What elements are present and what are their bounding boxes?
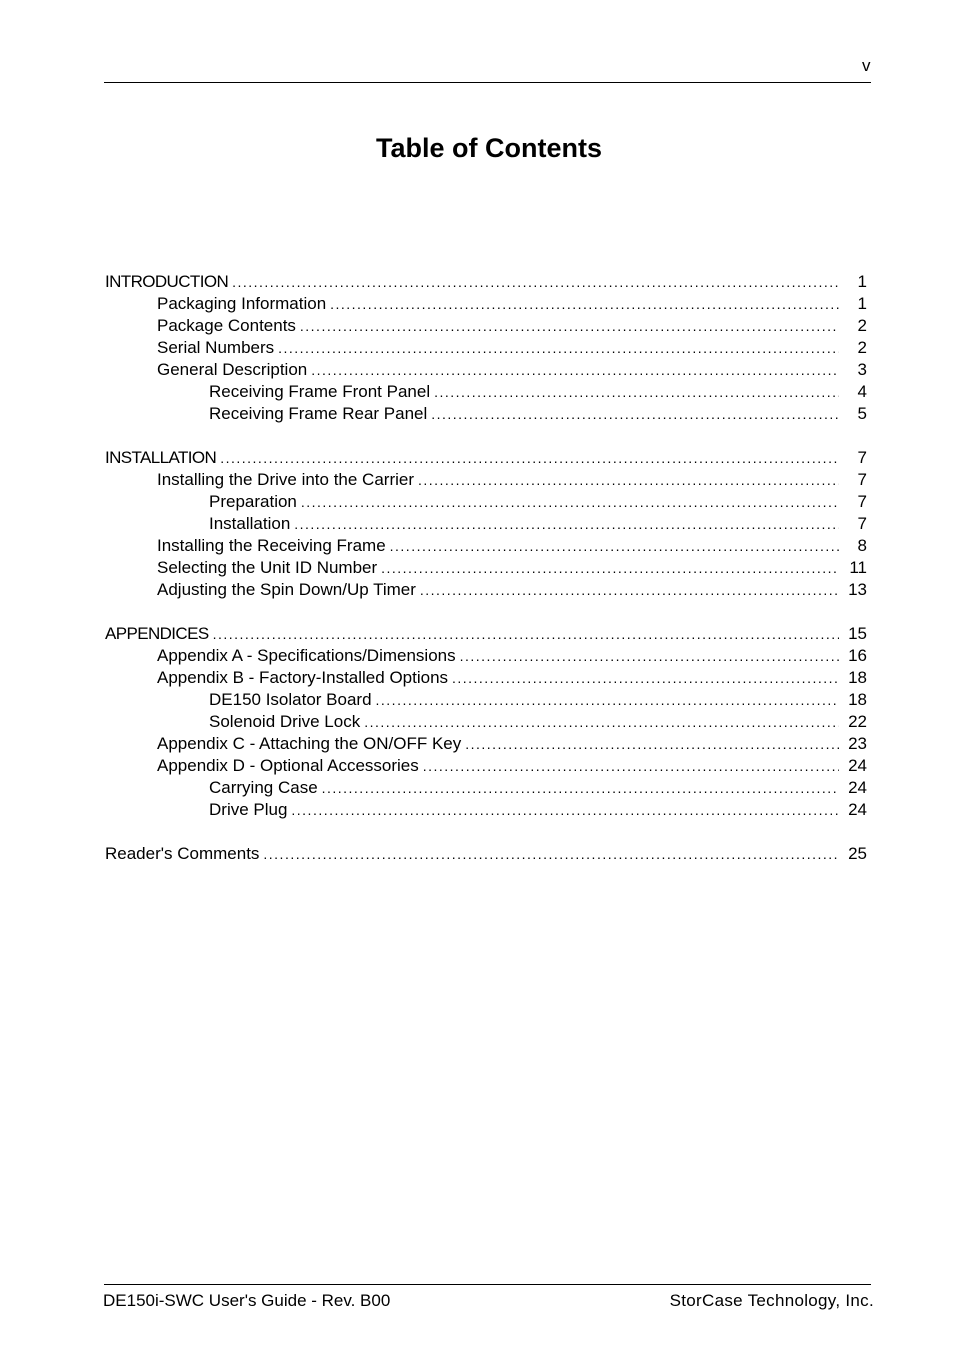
toc-dot-leader [278,337,839,359]
toc-entry[interactable] [105,755,867,777]
toc-entry-label: Appendix D - Optional Accessories [157,756,419,775]
table-of-contents [105,271,867,865]
toc-entry-page: 18 [848,668,867,687]
toc-entry-label: Appendix B - Factory-Installed Options [157,668,449,687]
toc-entry-label: Drive Plug [209,800,288,819]
toc-entry-page: 2 [857,316,867,335]
toc-entry-page: 4 [857,382,867,401]
toc-entry[interactable] [105,381,867,403]
toc-entry-label: Appendix A - Specifications/Dimensions [157,646,456,665]
toc-entry-label: Preparation [209,492,297,511]
toc-entry-page: 23 [848,734,867,753]
toc-dot-leader [291,799,839,821]
toc-dot-leader [434,381,839,403]
toc-entry-label: APPENDICES [105,624,209,643]
toc-entry-page: 22 [848,712,867,731]
toc-dot-leader [322,777,839,799]
toc-entry-page: 15 [848,624,867,643]
toc-entry[interactable] [105,447,867,469]
toc-dot-leader [263,843,839,865]
toc-dot-leader [423,755,839,777]
toc-entry-label: Solenoid Drive Lock [209,712,361,731]
toc-entry-label: Installation [209,514,291,533]
toc-entry-label: INSTALLATION [105,448,217,467]
toc-entry[interactable] [105,469,867,491]
toc-entry[interactable] [105,491,867,513]
toc-entry[interactable] [105,535,867,557]
toc-entry-page: 24 [848,778,867,797]
toc-dot-leader [213,623,839,645]
toc-dot-leader [460,645,839,667]
toc-entry[interactable] [105,623,867,645]
toc-entry-page: 5 [857,404,867,423]
toc-entry-page: 3 [857,360,867,379]
toc-entry-label: INTRODUCTION [105,272,229,291]
header-rule [104,82,871,83]
toc-dot-leader [381,557,839,579]
toc-entry[interactable] [105,513,867,535]
toc-entry-label: DE150 Isolator Board [209,690,372,709]
toc-entry-label: Receiving Frame Rear Panel [209,404,428,423]
toc-dot-leader [300,315,839,337]
toc-entry[interactable] [105,337,867,359]
toc-entry[interactable] [105,799,867,821]
toc-entry-page: 24 [848,756,867,775]
toc-entry[interactable] [105,271,867,293]
toc-entry[interactable] [105,711,867,733]
toc-entry-label: General Description [157,360,308,379]
toc-dot-leader [330,293,839,315]
toc-dot-leader [232,271,839,293]
toc-entry-label: Serial Numbers [157,338,275,357]
toc-entry-page: 7 [857,514,867,533]
toc-entry-page: 8 [857,536,867,555]
toc-dot-leader [301,491,839,513]
toc-entry[interactable] [105,667,867,689]
toc-dot-leader [431,403,839,425]
toc-entry-page: 1 [857,272,867,291]
footer-company-name: StorCase Technology, Inc. [669,1291,874,1310]
toc-entry-page: 1 [857,294,867,313]
toc-dot-leader [294,513,839,535]
toc-entry[interactable] [105,645,867,667]
toc-entry-page: 13 [848,580,867,599]
toc-dot-leader [376,689,839,711]
toc-entry-page: 2 [857,338,867,357]
toc-entry-label: Adjusting the Spin Down/Up Timer [157,580,416,599]
toc-entry-label: Reader's Comments [105,844,260,863]
toc-dot-leader [420,579,839,601]
toc-dot-leader [418,469,839,491]
toc-entry-label: Carrying Case [209,778,318,797]
page-number: v [862,56,871,75]
toc-entry-page: 7 [857,492,867,511]
toc-entry[interactable] [105,293,867,315]
toc-entry-label: Installing the Drive into the Carrier [157,470,415,489]
toc-entry[interactable] [105,557,867,579]
toc-entry[interactable] [105,403,867,425]
toc-entry-page: 11 [849,558,867,577]
toc-entry[interactable] [105,359,867,381]
page-title: Table of Contents [376,133,602,163]
toc-entry-label: Installing the Receiving Frame [157,536,386,555]
toc-dot-leader [390,535,839,557]
toc-entry[interactable] [105,689,867,711]
toc-entry-page: 24 [848,800,867,819]
toc-entry-label: Selecting the Unit ID Number [157,558,378,577]
toc-entry[interactable] [105,777,867,799]
toc-entry-label: Appendix C - Attaching the ON/OFF Key [157,734,462,753]
toc-entry-page: 7 [857,470,867,489]
toc-entry-page: 7 [857,448,867,467]
toc-dot-leader [220,447,839,469]
toc-dot-leader [364,711,839,733]
toc-entry[interactable] [105,733,867,755]
toc-entry[interactable] [105,315,867,337]
toc-entry[interactable] [105,579,867,601]
toc-entry-page: 18 [848,690,867,709]
toc-entry[interactable] [105,843,867,865]
toc-entry-page: 16 [848,646,867,665]
toc-dot-leader [452,667,839,689]
footer-rule [104,1284,871,1285]
toc-entry-label: Receiving Frame Front Panel [209,382,431,401]
toc-entry-label: Package Contents [157,316,296,335]
toc-entry-label: Packaging Information [157,294,327,313]
toc-entry-page: 25 [848,844,867,863]
toc-dot-leader [311,359,839,381]
toc-dot-leader [465,733,839,755]
footer-document-title: DE150i-SWC User's Guide - Rev. B00 [103,1291,391,1310]
